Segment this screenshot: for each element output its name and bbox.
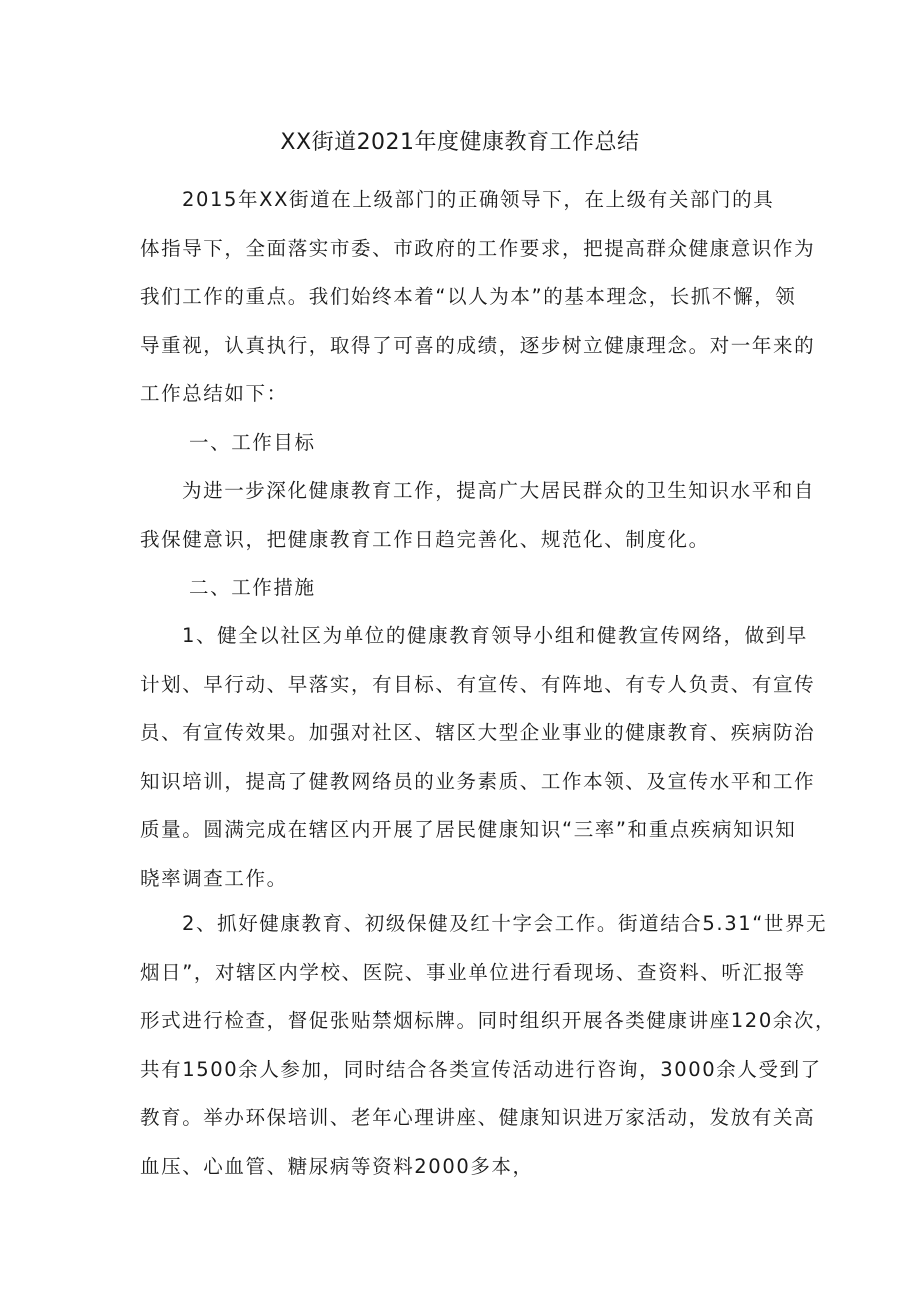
text-line: 2、抓好健康教育、初级保健及红十字会工作。街道结合5.31“世界无 bbox=[182, 912, 828, 935]
paragraph-measure-2 bbox=[140, 900, 837, 1191]
section-heading-measures bbox=[140, 564, 782, 613]
text-line: 员、有宣传效果。加强对社区、辖区大型企业事业的健康教育、疾病防治 bbox=[140, 721, 816, 744]
text-line: 2015年XX街道在上级部门的正确领导下，在上级有关部门的具 bbox=[182, 188, 775, 211]
paragraph-goals bbox=[140, 467, 816, 564]
section-heading-text: 一、工作目标 bbox=[189, 431, 316, 454]
text-line: 晓率调查工作。 bbox=[140, 866, 288, 890]
text-line: 知识培训，提高了健教网络员的业务素质、工作本领、及宣传水平和工作 bbox=[140, 769, 816, 793]
text-line: 1、健全以社区为单位的健康教育领导小组和健教宣传网络，做到早 bbox=[182, 624, 808, 647]
text-line: 我保健意识，把健康教育工作日趋完善化、规范化、制度化。 bbox=[140, 527, 710, 551]
text-line: 烟日”，对辖区内学校、医院、事业单位进行看现场、查资料、听汇报等 bbox=[140, 960, 806, 984]
paragraph-intro bbox=[140, 176, 816, 419]
text-line: 血压、心血管、糖尿病等资料2000多本， bbox=[140, 1154, 534, 1178]
text-line: 我们工作的重点。我们始终本着“以人为本”的基本理念，长抓不懈，领 bbox=[140, 285, 797, 308]
text-line: 教育。举办环保培训、老年心理讲座、健康知识进万家活动，发放有关高 bbox=[140, 1106, 816, 1129]
text-line: 计划、早行动、早落实，有目标、有宣传、有阵地、有专人负责、有宣传 bbox=[140, 672, 816, 696]
text-line: 导重视，认真执行，取得了可喜的成绩，逐步树立健康理念。对一年来的 bbox=[140, 333, 816, 357]
text-line: 共有1500余人参加，同时结合各类宣传活动进行咨询，3000余人受到了 bbox=[140, 1057, 822, 1081]
text-line: 为进一步深化健康教育工作，提高广大居民群众的卫生知识水平和自 bbox=[182, 479, 816, 502]
paragraph-measure-1 bbox=[140, 612, 816, 903]
section-heading-text: 二、工作措施 bbox=[189, 576, 316, 599]
section-heading-goals bbox=[140, 419, 782, 468]
text-line: 工作总结如下： bbox=[140, 382, 288, 405]
document-title: XX街道2021年度健康教育工作总结 bbox=[280, 130, 640, 155]
text-line: 形式进行检查，督促张贴禁烟标牌。同时组织开展各类健康讲座120余次， bbox=[140, 1009, 837, 1032]
text-line: 体指导下，全面落实市委、市政府的工作要求，把提高群众健康意识作为 bbox=[140, 236, 816, 260]
text-line: 质量。圆满完成在辖区内开展了居民健康知识“三率”和重点疾病知识知 bbox=[140, 818, 797, 841]
